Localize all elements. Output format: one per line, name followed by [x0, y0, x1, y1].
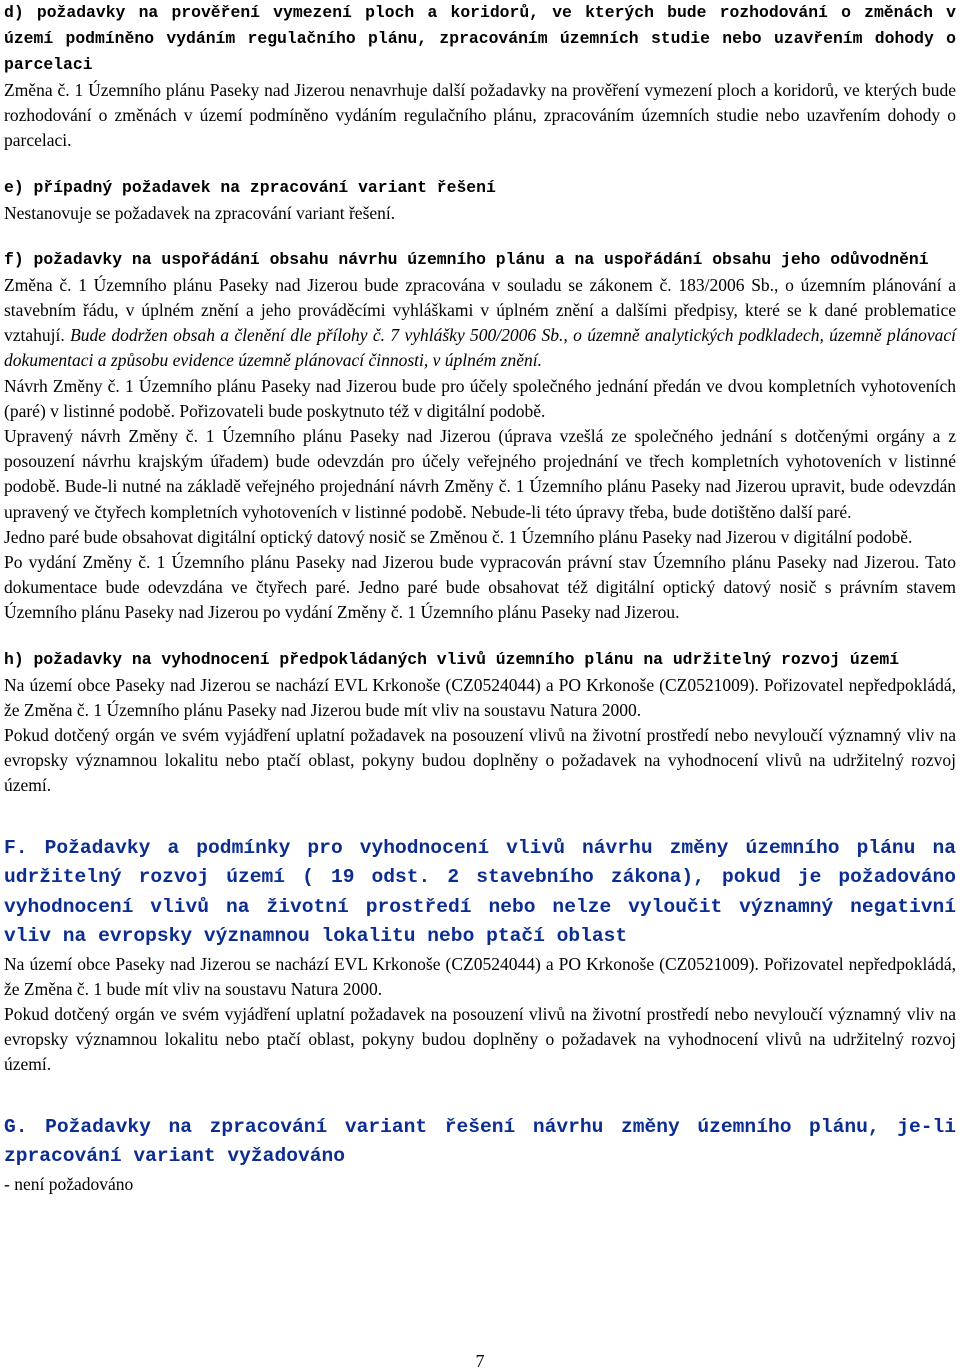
section-f-p2: Návrh Změny č. 1 Územního plánu Paseky nad Jizerou bude pro účely společného jednání předán ve dvou kompletních vyhotoveních (paré) v listinné podobě. Pořizovateli bude poskytnuto též v digitální podobě.: [4, 375, 956, 421]
section-f-p3: Upravený návrh Změny č. 1 Územního plánu Paseky nad Jizerou (úprava vzešlá ze společného jednání s dotčenými orgány a z posouzení návrhu krajským úřadem) bude odevzdán pro účely veřejného projednání ve třech kompletních vyhotoveních v listinné podobě. Bude-li nutné na základě veřejného projednání návrh Změny č. 1 Územního plánu Paseky nad Jizerou upravit, bude odevzdán upravený ve čtyřech kompletních vyhotoveních v listinné podobě. Nebude-li této úpravy třeba, bude dotištěno další paré.: [4, 426, 956, 522]
section-h-p1: Na území obce Paseky nad Jizerou se nachází EVL Krkonoše (CZ0524044) a PO Krkonoše (CZ0521009). Pořizovatel nepředpokládá, že Změna č. 1 Územního plánu Paseky nad Jizerou bude mít vliv na soustavu Natura 2000.: [4, 674, 956, 720]
section-f-p1-italic: Bude dodržen obsah a členění dle přílohy č. 7 vyhlášky 500/2006 Sb., o územně analytických podkladech, územně plánovací dokumentaci a způsobu evidence územně plánovací činnosti, v úplném znění.: [4, 325, 957, 371]
section-F-heading: F. Požadavky a podmínky pro vyhodnocení vlivů návrhu změny územního plánu na udržitelný rozvoj území ( 19 odst. 2 stavebního zákona), pokud je požadováno vyhodnocení vlivů na životní prostředí nebo nelze vyloučit významný negativní vliv na evropsky významnou lokalitu nebo ptačí oblast: [4, 836, 956, 948]
section-f-paragraph: [4, 273, 956, 374]
section-f-p5: Po vydání Změny č. 1 Územního plánu Paseky nad Jizerou bude vypracován právní stav Územního plánu Paseky nad Jizerou. Tato dokumentace bude odevzdána ve čtyřech paré. Jedno paré bude obsahovat též digitální optický datový nosič s právním stavem Územního plánu Paseky nad Jizerou po vydání Změny č. 1 Územního plánu Paseky nad Jizerou.: [4, 552, 956, 623]
section-h-heading: h) požadavky na vyhodnocení předpokládaných vlivů územního plánu na udržitelný rozvoj území: [4, 649, 900, 669]
section-h-p2: Pokud dotčený orgán ve svém vyjádření uplatní požadavek na posouzení vlivů na životní prostředí nebo nevyloučí významný vliv na evropsky významnou lokalitu nebo ptačí oblast, pokyny budou doplněny o požadavek na vyhodnocení vlivů na udržitelný rozvoj území.: [4, 725, 956, 796]
section-d-text: Změna č. 1 Územního plánu Paseky nad Jizerou nenavrhuje další požadavky na prověření vymezení ploch a koridorů, ve kterých bude rozhodování o změnách v území podmíněno vydáním regulačního plánu, zpracováním územních studie nebo uzavřením dohody o parcelaci.: [4, 80, 956, 151]
page-number: 7: [475, 1351, 485, 1371]
section-f-p1-text: Změna č. 1 Územního plánu Paseky nad Jizerou bude zpracována v souladu se zákonem č. 183/2006 Sb., o územním plánování a stavebním řádu, v úplném znění a jeho prováděcími vyhláškami v úplném znění a dalšími předpisy, které se k dané problematice vztahují.: [4, 274, 956, 346]
section-e-heading: e) případný požadavek na zpracování variant řešení: [4, 177, 496, 197]
section-d-heading: d) požadavky na prověření vymezení ploch a koridorů, ve kterých bude rozhodování o změnách v území podmíněno vydáním regulačního plánu, zpracováním územních studie nebo uzavřením dohody o parcelaci: [4, 3, 956, 74]
section-G-heading: G. Požadavky na zpracování variant řešení návrhu změny územního plánu, je-li zpracování variant vyžadováno: [4, 1115, 956, 1168]
section-G-p1: - není požadováno: [4, 1173, 134, 1194]
section-F-p1: Na území obce Paseky nad Jizerou se nachází EVL Krkonoše (CZ0524044) a PO Krkonoše (CZ0521009). Pořizovatel nepředpokládá, že Změna č. 1 bude mít vliv na soustavu Natura 2000.: [4, 953, 956, 999]
section-f-heading: f) požadavky na uspořádání obsahu návrhu územního plánu a na uspořádání obsahu jeho odůvodnění: [4, 249, 929, 269]
document-page: [4, 0, 956, 1197]
section-F-p2: Pokud dotčený orgán ve svém vyjádření uplatní požadavek na posouzení vlivů na životní prostředí nebo nevyloučí významný vliv na evropsky významnou lokalitu nebo ptačí oblast, pokyny budou doplněny o požadavek na vyhodnocení vlivů na udržitelný rozvoj území.: [4, 1004, 956, 1075]
section-e-text: Nestanovuje se požadavek na zpracování variant řešení.: [4, 202, 396, 223]
section-f-p4: Jedno paré bude obsahovat digitální optický datový nosič se Změnou č. 1 Územního plánu Paseky nad Jizerou v digitální podobě.: [4, 526, 913, 547]
